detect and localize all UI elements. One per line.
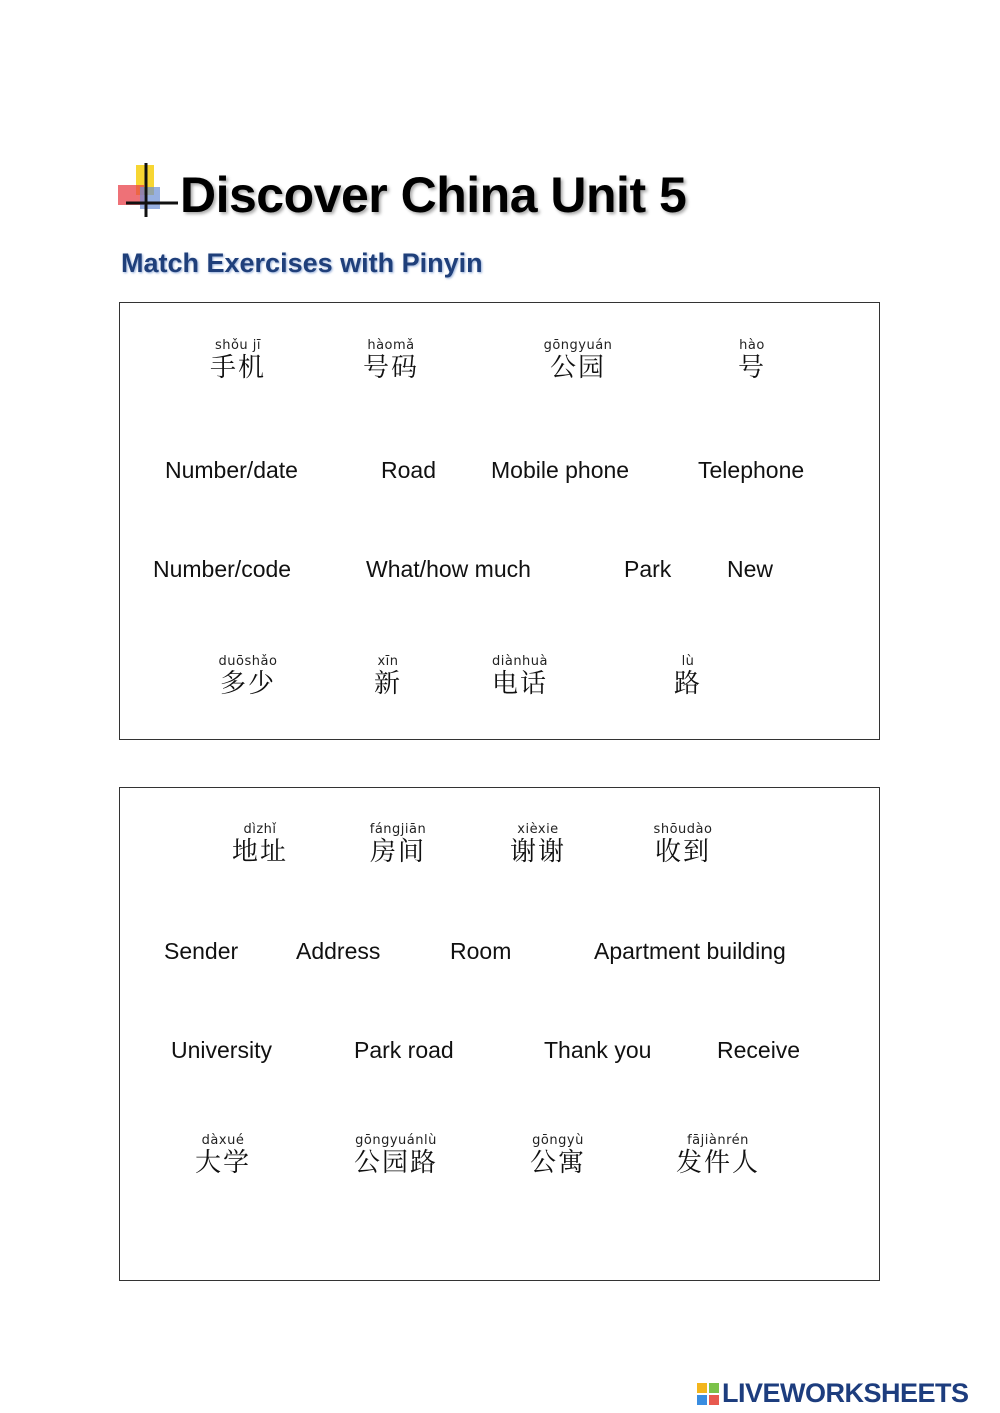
pinyin-label: gōngyuánlù (355, 1133, 437, 1148)
pinyin-label: gōngyù (532, 1133, 584, 1148)
hanzi-card[interactable] (210, 339, 266, 383)
hanzi-card[interactable] (544, 339, 613, 383)
english-word[interactable]: What/how much (366, 556, 531, 582)
hanzi-label: 收到 (654, 837, 712, 867)
pinyin-label: fángjiān (369, 822, 427, 837)
hanzi-card[interactable] (492, 655, 548, 699)
hanzi-label: 公园路 (353, 1148, 439, 1178)
english-word[interactable]: Number/code (153, 556, 292, 582)
english-word[interactable]: Park (624, 556, 672, 582)
english-word[interactable]: Sender (164, 938, 239, 964)
pinyin-label: fājiànrén (687, 1133, 749, 1148)
hanzi-card[interactable] (374, 655, 402, 699)
english-word[interactable]: Room (450, 938, 512, 964)
english-word[interactable]: University (171, 1037, 272, 1063)
pinyin-label: dàxué (201, 1133, 245, 1148)
english-word[interactable]: Address (296, 938, 381, 964)
pinyin-label: dìzhǐ (243, 822, 277, 837)
hanzi-label: 谢谢 (509, 837, 567, 867)
brand-name: LIVEWORKSHEETS (722, 1378, 969, 1408)
hanzi-card[interactable] (738, 339, 766, 383)
english-word[interactable]: Mobile phone (491, 457, 630, 483)
hanzi-card[interactable] (676, 1134, 760, 1178)
hanzi-card[interactable] (363, 339, 419, 383)
exercise-panel-1 (119, 302, 880, 740)
hanzi-label: 号 (737, 353, 767, 383)
pinyin-label: xièxie (517, 822, 559, 837)
hanzi-card[interactable] (219, 655, 278, 699)
hanzi-label: 公寓 (529, 1148, 587, 1178)
hanzi-card[interactable] (654, 823, 713, 867)
english-word[interactable]: New (727, 556, 774, 582)
page-title: Discover China Unit 5 (180, 167, 687, 223)
english-word[interactable]: Apartment building (594, 938, 786, 964)
hanzi-label: 手机 (209, 353, 267, 383)
hanzi-card[interactable] (370, 823, 426, 867)
hanzi-label: 路 (673, 669, 703, 699)
hanzi-card[interactable] (530, 1134, 586, 1178)
footer-brand[interactable] (697, 1378, 969, 1409)
hanzi-label: 大学 (194, 1148, 252, 1178)
pinyin-label: duōshǎo (218, 654, 278, 669)
hanzi-label: 公园 (549, 353, 606, 383)
hanzi-card[interactable] (232, 823, 288, 867)
pinyin-label: lù (681, 654, 695, 669)
page-subtitle: Match Exercises with Pinyin (121, 248, 483, 278)
hanzi-card[interactable] (674, 655, 702, 699)
english-word[interactable]: Number/date (165, 457, 298, 483)
english-word[interactable]: Park road (354, 1037, 454, 1063)
pinyin-label: shōudào (653, 822, 713, 837)
pinyin-label: gōngyuán (543, 338, 613, 353)
hanzi-label: 地址 (231, 837, 289, 867)
pinyin-label: xīn (377, 654, 399, 669)
hanzi-label: 新 (373, 669, 403, 699)
hanzi-card[interactable] (510, 823, 566, 867)
hanzi-label: 号码 (362, 353, 420, 383)
english-word[interactable]: Thank you (544, 1037, 652, 1063)
liveworksheets-logo-icon (697, 1383, 719, 1405)
title-logo-icon (118, 163, 178, 219)
pinyin-label: shǒu jī (214, 338, 262, 353)
pinyin-label: hàomǎ (367, 338, 415, 353)
english-word[interactable]: Receive (717, 1037, 801, 1063)
hanzi-label: 电话 (491, 669, 549, 699)
pinyin-label: diànhuà (491, 654, 549, 669)
hanzi-label: 发件人 (675, 1148, 761, 1178)
hanzi-card[interactable] (354, 1134, 438, 1178)
exercise-panel-2 (119, 787, 880, 1281)
hanzi-card[interactable] (195, 1134, 251, 1178)
hanzi-label: 房间 (369, 837, 426, 867)
pinyin-label: hào (739, 338, 765, 353)
hanzi-label: 多少 (219, 669, 277, 699)
english-word[interactable]: Road (381, 457, 436, 483)
english-word[interactable]: Telephone (698, 457, 805, 483)
